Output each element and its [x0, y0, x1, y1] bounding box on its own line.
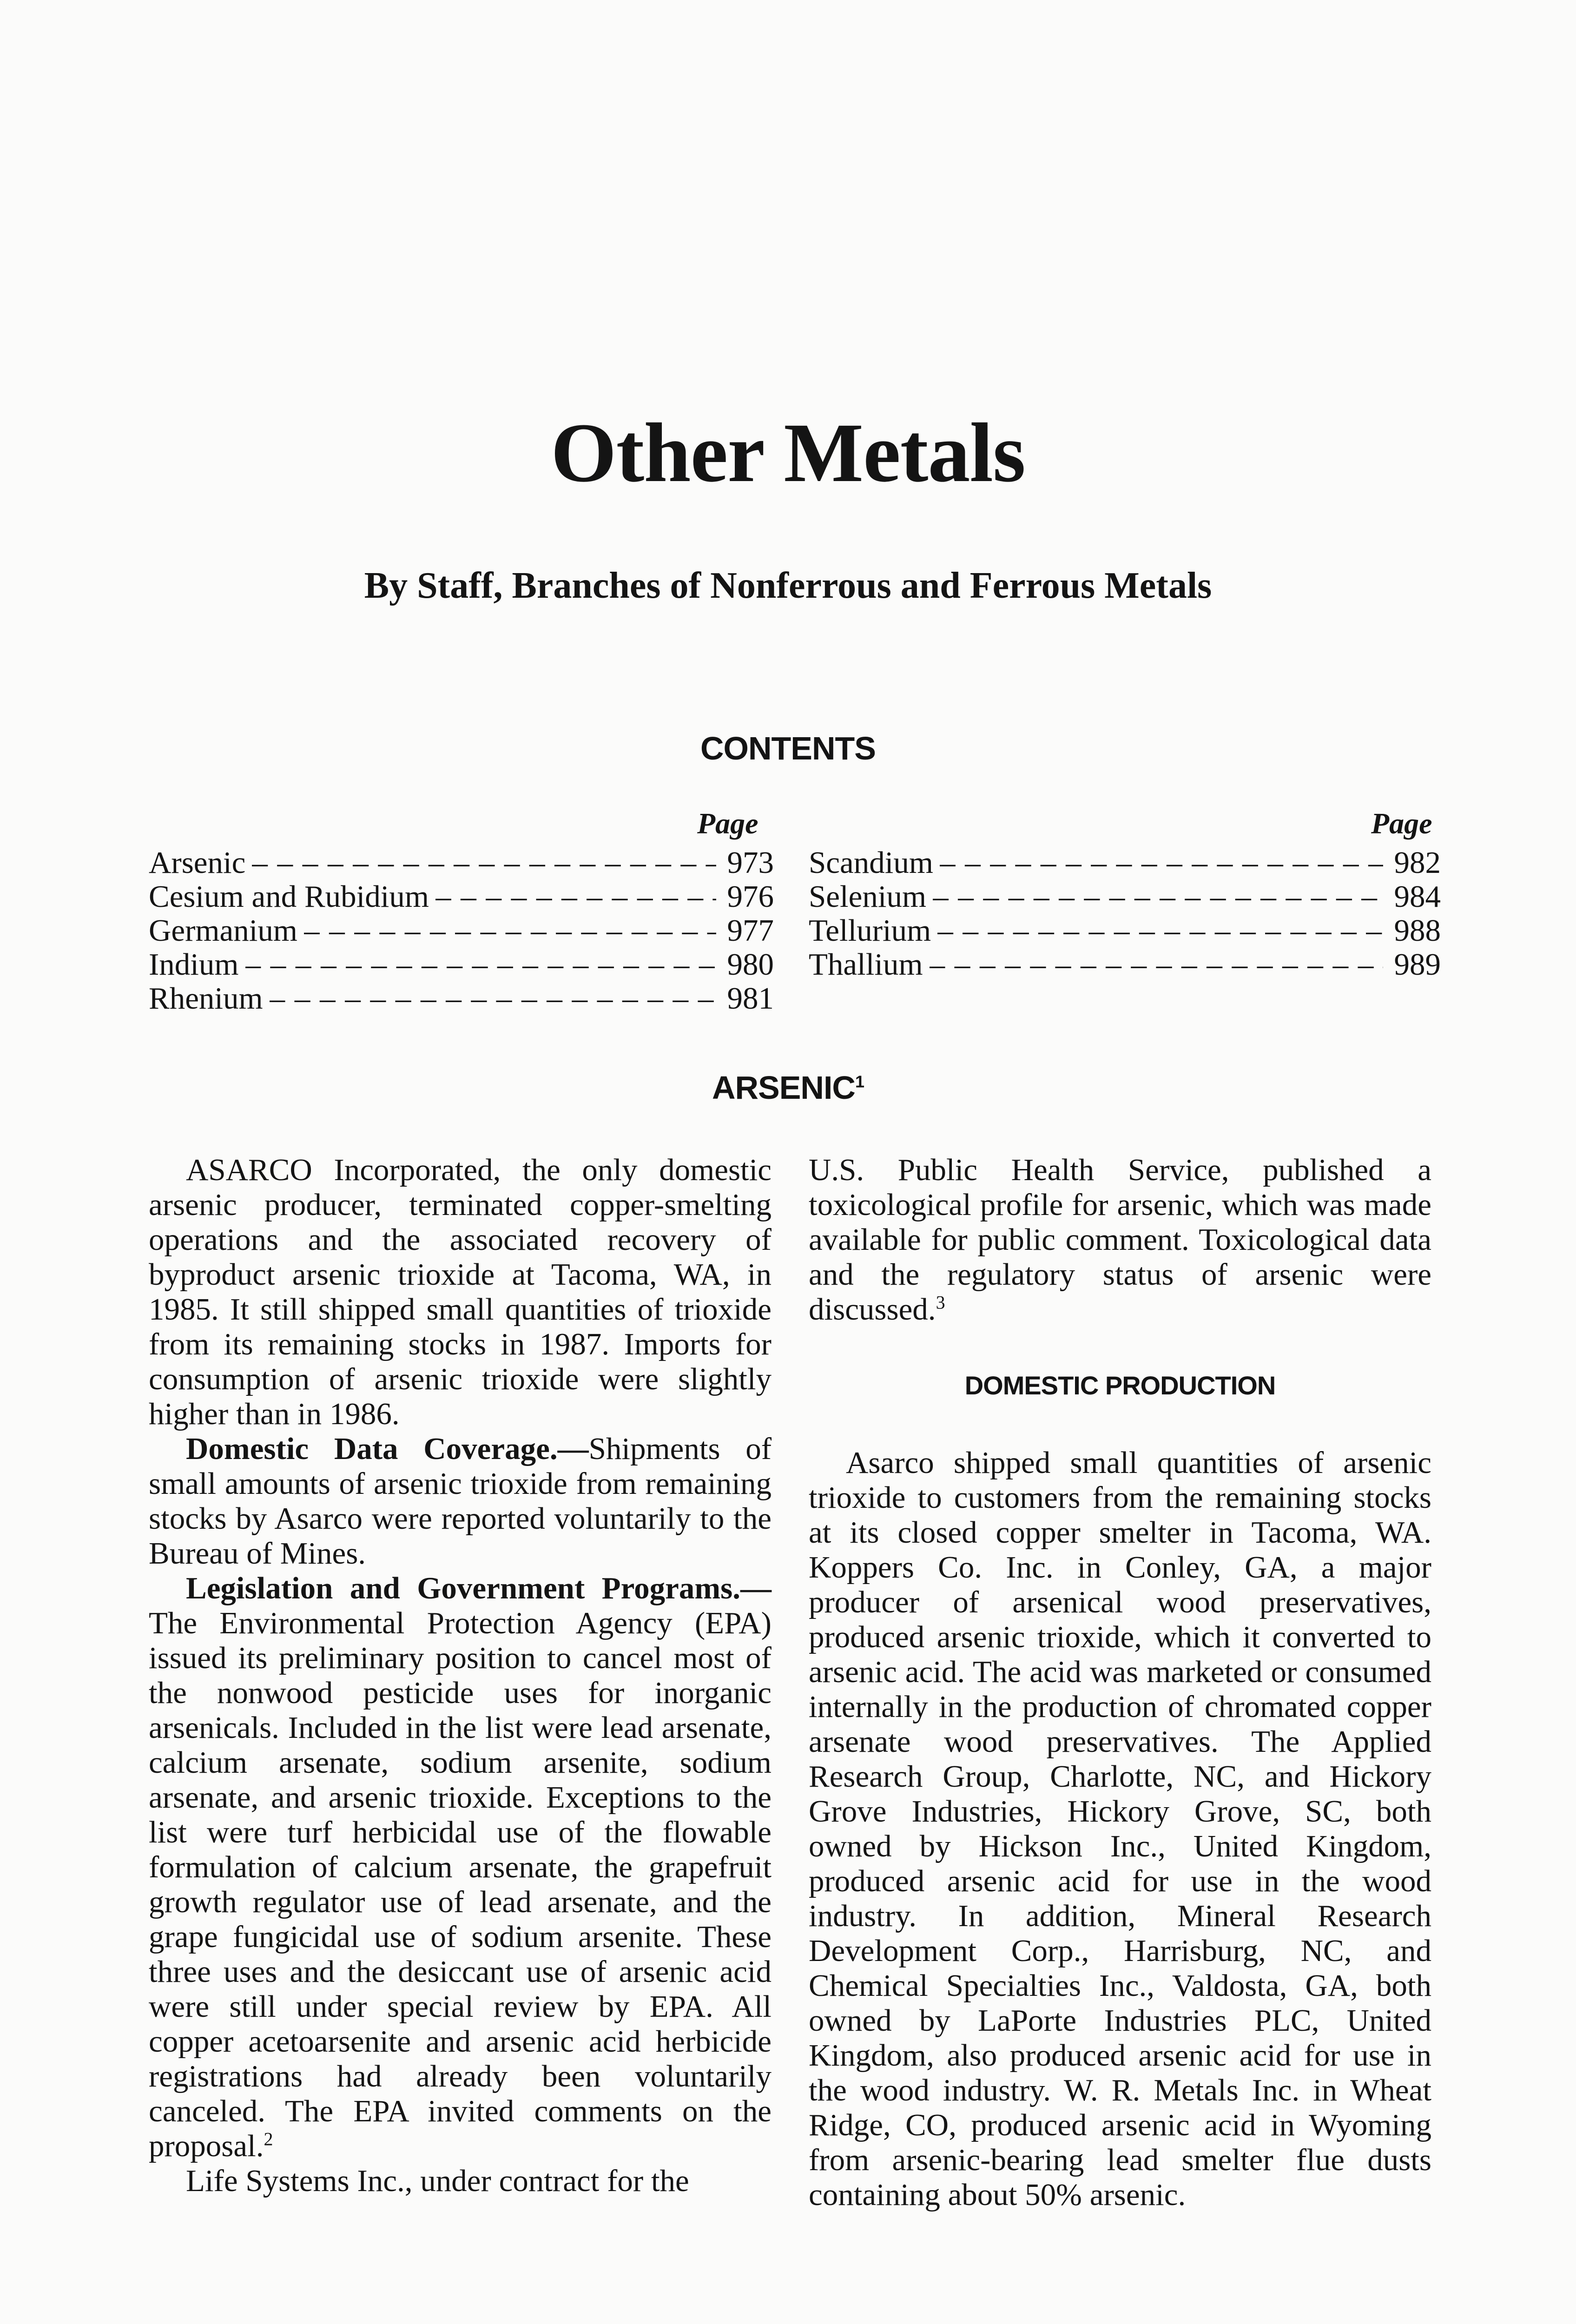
toc-entry-page: 976	[727, 879, 774, 914]
paragraph: ASARCO Incorporated, the only domestic arsenic producer, terminated copper-smelting operations and the associated recovery of byproduct arsenic trioxide at Tacoma, WA, in 1985. It still shipped small quantities of trioxide from its remaining stocks in 1987. Imports for consumption of arsenic trioxide were slightly higher than in 1986.	[149, 1153, 772, 1431]
toc-left-column	[149, 846, 774, 1016]
page-title: Other Metals	[551, 406, 1025, 500]
paragraph	[149, 1571, 772, 2164]
toc-leader-dashes	[933, 880, 1383, 914]
toc-page-label-right: Page	[1371, 807, 1432, 840]
subheading-domestic-production: DOMESTIC PRODUCTION	[964, 1371, 1276, 1400]
toc-entry	[809, 846, 1441, 880]
toc-entry-label: Tellurium	[809, 913, 931, 948]
toc-entry-label: Thallium	[809, 947, 923, 982]
toc-entry	[149, 948, 774, 982]
toc-entry-page: 989	[1394, 947, 1441, 982]
toc-entry	[149, 982, 774, 1016]
footnote-marker: 1	[855, 1072, 864, 1091]
toc-leader-dashes	[930, 948, 1383, 982]
toc-leader-dashes	[270, 982, 716, 1016]
toc-entry	[149, 846, 774, 880]
toc-entry-label: Cesium and Rubidium	[149, 879, 429, 914]
toc-entry	[149, 914, 774, 948]
toc-entry-page: 984	[1394, 879, 1441, 914]
toc-entry-page: 980	[727, 947, 774, 982]
toc-entry-page: 973	[727, 845, 774, 880]
toc-entry-page: 977	[727, 913, 774, 948]
toc-right-column	[809, 846, 1441, 982]
toc-entry-label: Selenium	[809, 879, 927, 914]
toc-entry	[809, 880, 1441, 914]
toc-entry-label: Arsenic	[149, 845, 246, 880]
paragraph: Life Systems Inc., under contract for the	[186, 2164, 689, 2198]
toc-entry-label: Rhenium	[149, 981, 263, 1016]
toc-leader-dashes	[940, 846, 1383, 880]
toc-entry	[809, 948, 1441, 982]
toc-leader-dashes	[435, 880, 716, 914]
toc-leader-dashes	[245, 948, 716, 982]
arsenic-heading-text: ARSENIC	[712, 1070, 855, 1106]
toc-entry-page: 982	[1394, 845, 1441, 880]
footnote-marker: 3	[936, 1292, 945, 1313]
run-in-heading: Domestic Data Coverage.—	[186, 1432, 589, 1466]
toc-entry-page: 988	[1394, 913, 1441, 948]
toc-entry	[809, 914, 1441, 948]
footnote-marker: 2	[264, 2128, 273, 2150]
toc-entry	[149, 880, 774, 914]
paragraph: Asarco shipped small quantities of arsenic trioxide to customers from the remaining stocks at its closed copper smelter in Tacoma, WA. Koppers Co. Inc. in Conley, GA, a major producer of arsenical wood preservatives, produced arsenic trioxide, which it converted to arsenic acid. The acid was marketed or consumed internally in the production of chromated copper arsenate wood preservatives. The Applied Research Group, Charlotte, NC, and Hickory Grove Industries, Hickory Grove, SC, both owned by Hickson Inc., United Kingdom, produced arsenic acid for use in the wood industry. In addition, Mineral Research Development Corp., Harrisburg, NC, and Chemical Specialties Inc., Valdosta, GA, both owned by LaPorte Industries PLC, United Kingdom, also produced arsenic acid for use in the wood industry. W. R. Metals Inc. in Wheat Ridge, CO, produced arsenic acid in Wyoming from arsenic-bearing lead smelter flue dusts containing about 50% arsenic.	[809, 1446, 1431, 2212]
toc-entry-label: Germanium	[149, 913, 298, 948]
run-in-heading: Legislation and Government Programs.—	[186, 1571, 772, 1605]
byline: By Staff, Branches of Nonferrous and Ferrous Metals	[364, 565, 1212, 606]
toc-entry-page: 981	[727, 981, 774, 1016]
right-column	[809, 1153, 1431, 2212]
toc-entry-label: Scandium	[809, 845, 933, 880]
left-column	[149, 1153, 772, 2199]
toc-leader-dashes	[937, 914, 1383, 948]
toc-leader-dashes	[252, 846, 716, 880]
paragraph	[809, 1153, 1431, 1327]
contents-heading: CONTENTS	[700, 730, 876, 766]
toc-page-label-left: Page	[697, 807, 758, 840]
paragraph-text: The Environmental Protection Agency (EPA) issued its preliminary position to cancel most of the nonwood pesticide uses for inorganic arsenicals. Included in the list were lead arsenate, calcium arsenate, sodium arsenite, sodium arsenate, and arsenic trioxide. Exceptions to the list were turf herbicidal use of the flowable formulation of calcium arsenate, the grapefruit growth regulator use of lead arsenate, and the grape fungicidal use of sodium arsenite. These three uses and the desiccant use of arsenic acid were still under special review by EPA. All copper acetoarsenite and arsenic acid herbicide registrations had already been voluntarily canceled. The EPA invited comments on the proposal.	[149, 1606, 772, 2163]
toc-entry-label: Indium	[149, 947, 239, 982]
paragraph-text: U.S. Public Health Service, published a toxicological profile for arsenic, which was made available for public comment. Toxicological data and the regulatory status of arsenic were discussed.	[809, 1153, 1431, 1327]
paragraph-text: Shipments of small amounts of arsenic trioxide from remaining stocks by Asarco were reported voluntarily to the Bureau of Mines.	[149, 1432, 772, 1571]
paragraph	[149, 1432, 772, 1571]
section-heading-arsenic	[0, 1069, 1576, 1106]
toc-leader-dashes	[304, 914, 716, 948]
